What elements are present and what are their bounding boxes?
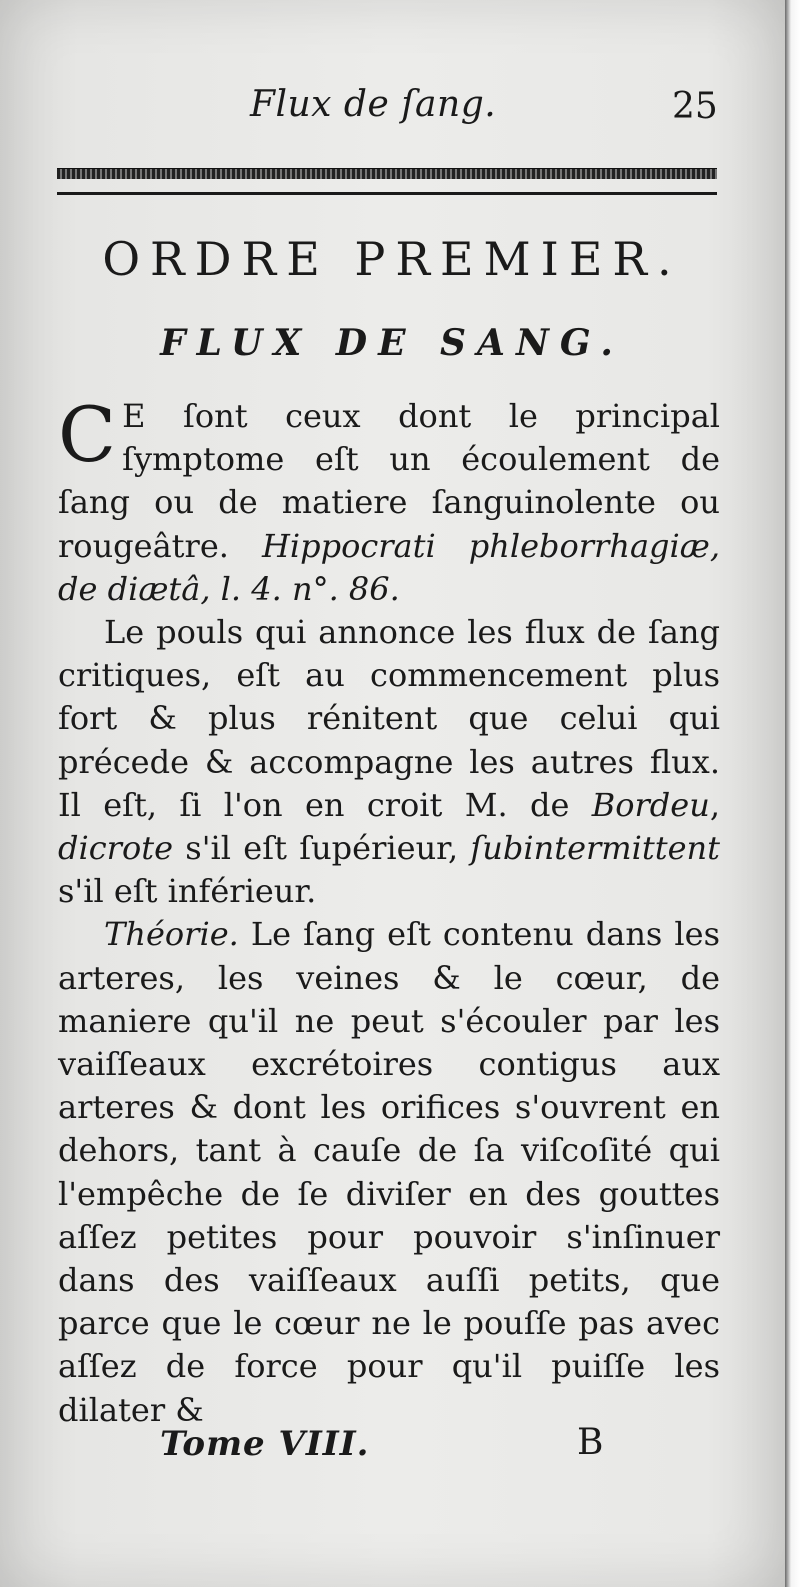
paragraph-pulse-text-2: s'il eſt ſupérieur,	[173, 829, 471, 868]
paragraph-theory	[58, 913, 720, 1431]
volume-label: Tome VIII.	[160, 1424, 370, 1464]
theory-label: Théorie.	[104, 915, 239, 954]
paragraph-theory-text: Le ſang eſt contenu dans les arteres, les veines & le cœur, de maniere qu'il ne peut s'écouler par les vaiſſeaux excrétoires contigus aux arteres & dont les orifices s'ouvrent en dehors, tant à cauſe de ſa viſcoſité qui l'empêche de ſe diviſer en des gouttes aſſez petites pour pouvoir s'inſinuer dans des vaiſſeaux auſſi petits, que parce que le cœur ne le pouſſe pas avec aſſez de force pour qu'il puiſſe les dilater &	[58, 915, 720, 1429]
page-edge	[785, 0, 800, 1587]
signature-mark: B	[577, 1422, 604, 1463]
running-head: Flux de ſang.	[250, 84, 497, 125]
paragraph-pulse-text: Le pouls qui annonce les flux de ſang critiques, eſt au commencement plus fort & plus rénitent que celui qui précede & accompagne les autres flux. Il eſt, ſi l'on en croit M. de	[58, 613, 720, 824]
body-text	[58, 390, 720, 1432]
section-heading: ORDRE PREMIER.	[102, 232, 682, 286]
paragraph-pulse	[58, 611, 720, 913]
paragraph-intro	[58, 390, 720, 611]
author-name: Bordeu	[591, 785, 710, 824]
term-subintermittent: ſubintermittent	[470, 829, 720, 868]
page-number: 25	[672, 86, 718, 127]
divider-rule	[57, 192, 717, 195]
punctuation: ,	[709, 785, 720, 824]
paragraph-intro-text: E ſont ceux dont le principal ſymptome eſt un écoulement de ſang ou de matiere ſanguinolente ou rougeâtre.	[58, 397, 720, 565]
citation: Hippocrati phleborrhagiæ, de diætâ, l. 4. n°. 86.	[58, 526, 720, 608]
section-subheading: FLUX DE SANG.	[160, 322, 624, 364]
drop-cap: C	[58, 390, 117, 479]
ornamental-rule	[57, 168, 717, 179]
term-dicrote: dicrote	[58, 829, 173, 868]
paragraph-pulse-text-3: s'il eſt inférieur.	[58, 872, 317, 911]
